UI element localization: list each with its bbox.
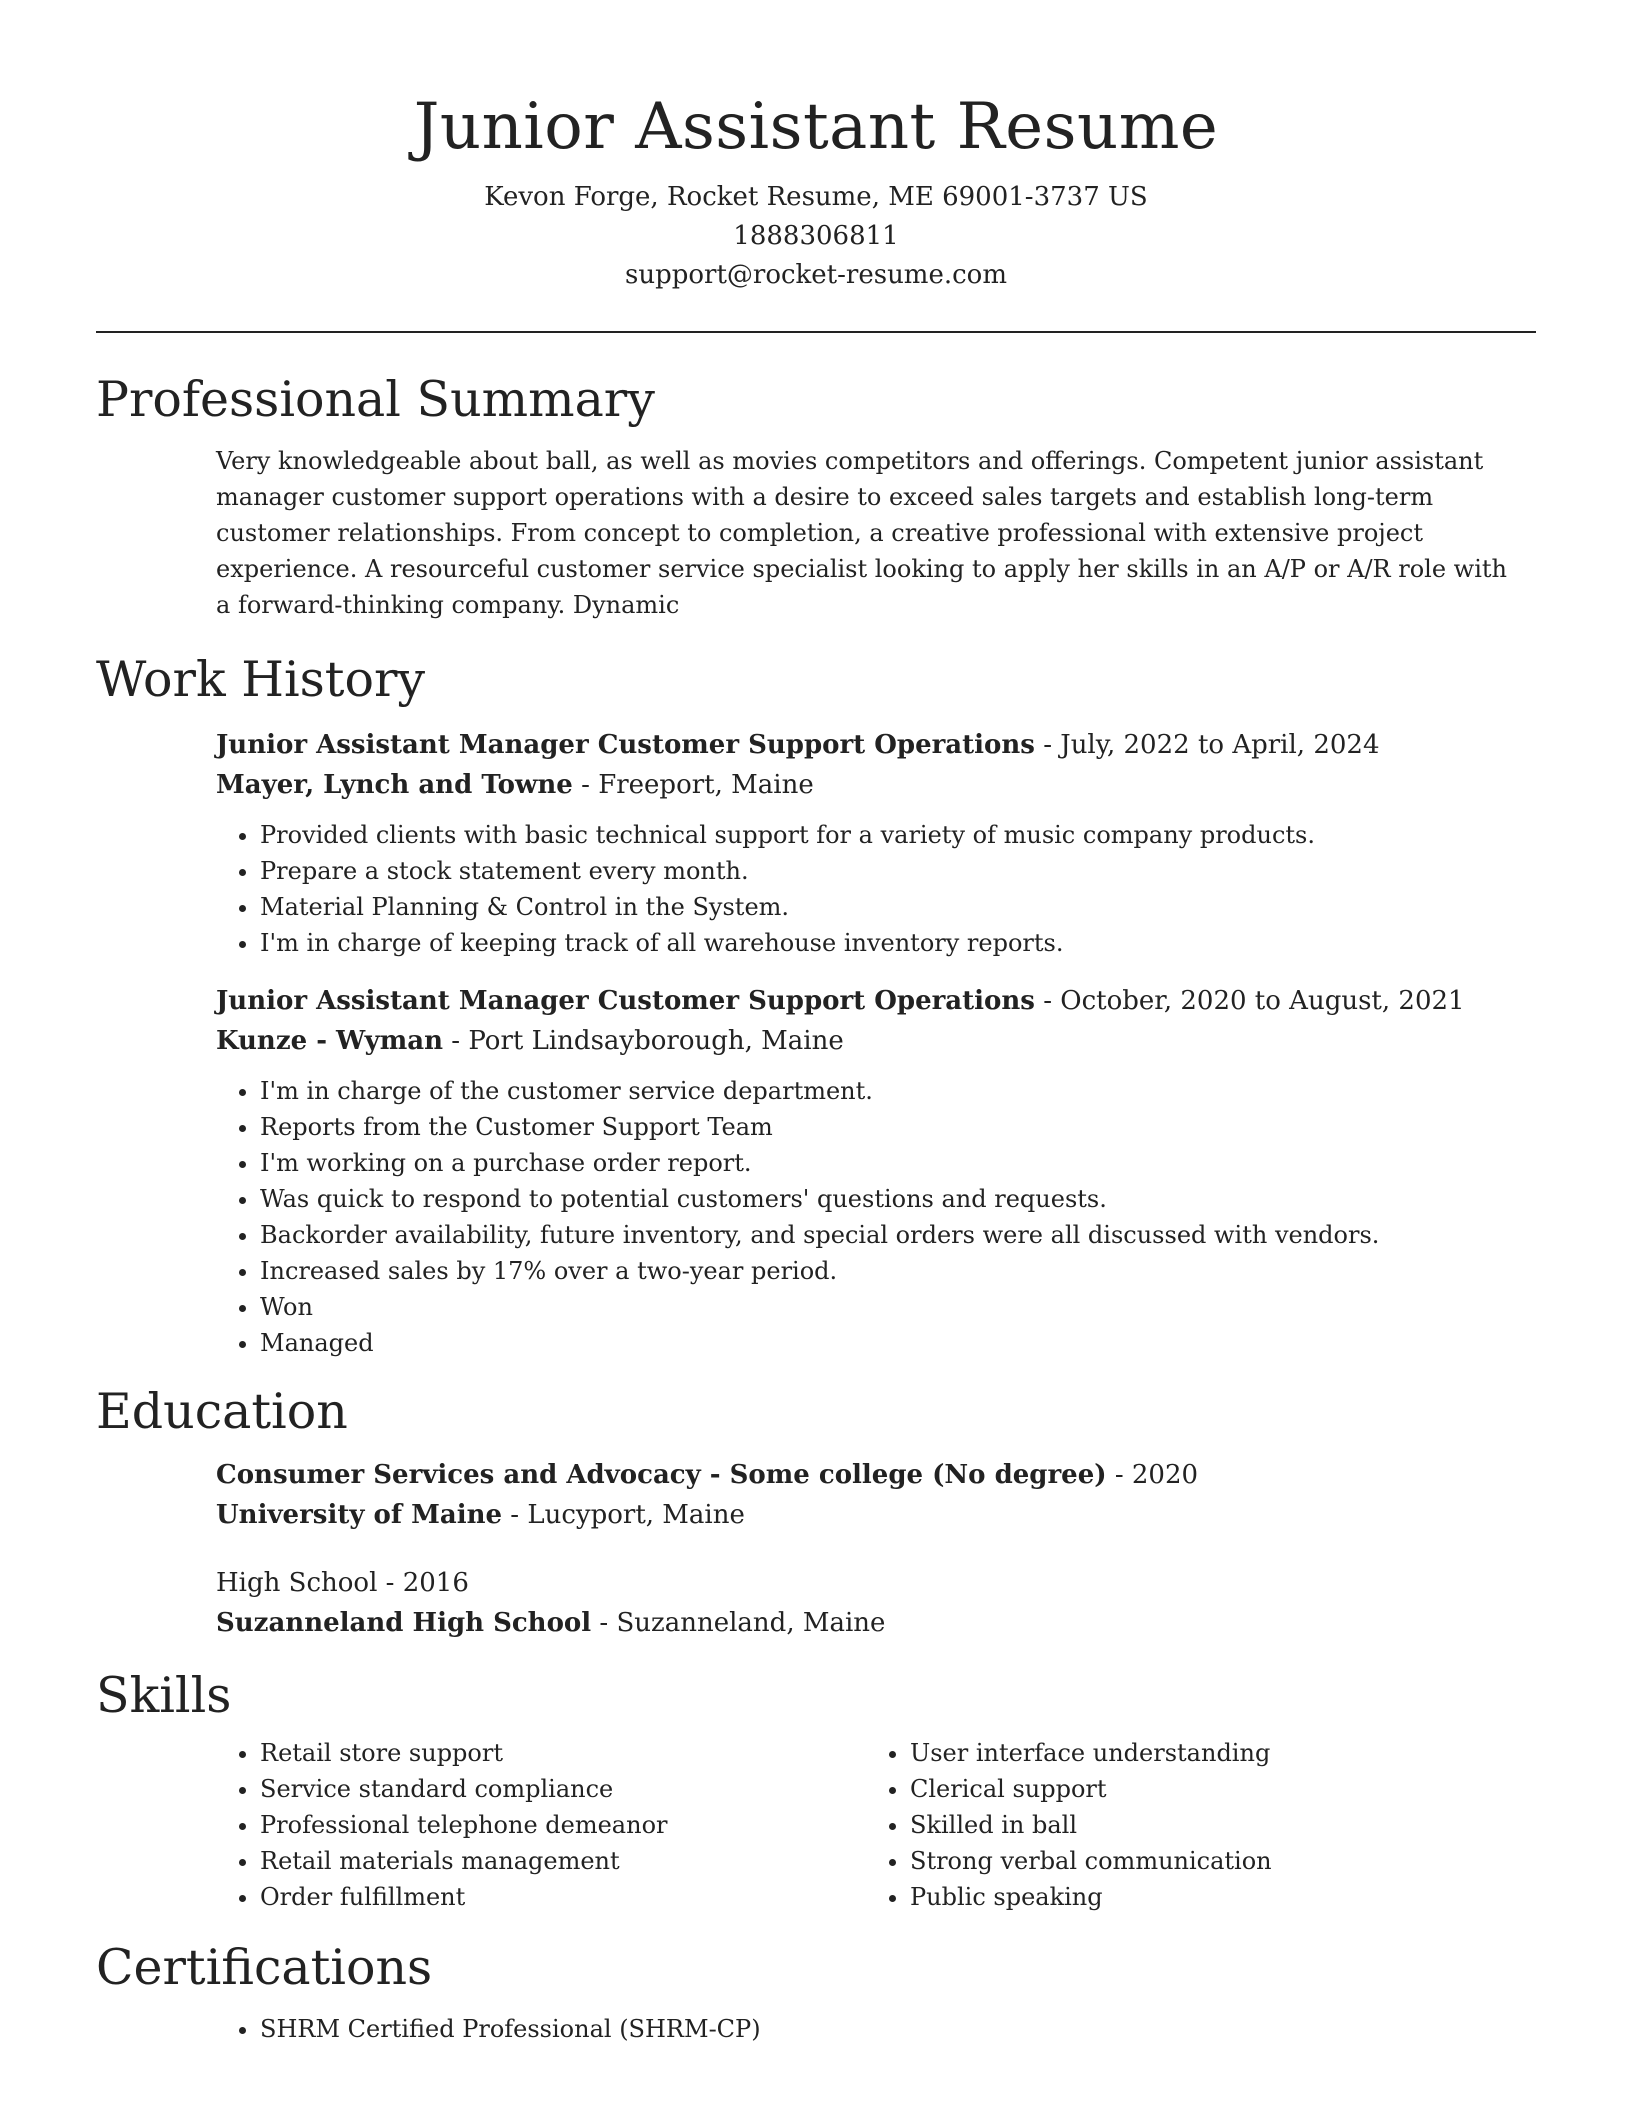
list-item: • Increased sales by 17% over a two-year period. <box>260 1253 1536 1289</box>
education-school: University of Maine <box>216 1500 503 1530</box>
skills-section <box>96 1665 1536 1915</box>
education-year: 2020 <box>1131 1460 1199 1490</box>
list-item: • I'm in charge of keeping track of all warehouse inventory reports. <box>260 925 1536 961</box>
job-location: Freeport, Maine <box>598 770 814 800</box>
contact-phone: 1888306811 <box>733 221 899 251</box>
list-item: • Backorder availability, future inventory, and special orders were all discussed with vendors. <box>260 1217 1536 1253</box>
skills-column-left <box>216 1727 866 1915</box>
separator: - <box>1034 730 1061 760</box>
job-location: Port Lindsayborough, Maine <box>468 1026 844 1056</box>
job-company: Mayer, Lynch and Towne <box>216 770 573 800</box>
job-dates: July, 2022 to April, 2024 <box>1060 730 1380 760</box>
education-year: 2016 <box>402 1568 469 1598</box>
job-entry <box>216 981 1536 1361</box>
list-item: • Reports from the Customer Support Team <box>260 1109 1536 1145</box>
education-location: Lucyport, Maine <box>527 1500 745 1530</box>
separator: - <box>572 770 599 800</box>
job-bullets <box>216 1073 1536 1361</box>
list-item: • Provided clients with basic technical support for a variety of music company products. <box>260 817 1536 853</box>
contact-email: support@rocket-resume.com <box>624 260 1007 290</box>
separator: - <box>502 1500 528 1530</box>
education-heading: Education <box>96 1383 348 1440</box>
resume-page <box>96 0 1536 2047</box>
list-item: • Skilled in ball <box>910 1807 1516 1843</box>
education-degree: Consumer Services and Advocacy - Some college (No degree) <box>216 1460 1107 1490</box>
certifications-heading: Certifications <box>96 1939 433 1996</box>
list-item: • I'm working on a purchase order report. <box>260 1145 1536 1181</box>
resume-header <box>96 0 1536 295</box>
education-degree: High School <box>216 1568 378 1598</box>
certifications-section <box>96 1937 1536 2047</box>
education-school-line <box>216 1603 1536 1643</box>
list-item: • Material Planning & Control in the System. <box>260 889 1536 925</box>
skills-list-right <box>866 1735 1516 1915</box>
education-school-line <box>216 1495 1536 1535</box>
job-company: Kunze - Wyman <box>216 1026 444 1056</box>
skills-list-left <box>216 1735 866 1915</box>
certifications-list-wrapper <box>216 2011 1536 2047</box>
separator: - <box>1034 986 1061 1016</box>
job-title: Junior Assistant Manager Customer Support Operations <box>216 730 1035 760</box>
job-company-line <box>216 1021 1536 1061</box>
summary-section <box>96 369 1536 623</box>
list-item: • Clerical support <box>910 1771 1516 1807</box>
list-item: • Professional telephone demeanor <box>260 1807 866 1843</box>
job-title-line <box>216 725 1536 765</box>
job-company-line <box>216 765 1536 805</box>
list-item: • Won <box>260 1289 1536 1325</box>
job-title-line <box>216 981 1536 1021</box>
skills-column-right <box>866 1727 1516 1915</box>
list-item: • Retail store support <box>260 1735 866 1771</box>
education-degree-line <box>216 1563 1536 1603</box>
list-item: • Retail materials management <box>260 1843 866 1879</box>
list-item: • I'm in charge of the customer service department. <box>260 1073 1536 1109</box>
education-degree-line <box>216 1455 1536 1495</box>
separator: - <box>443 1026 469 1056</box>
education-school: Suzanneland High School <box>216 1608 592 1638</box>
separator: - <box>591 1608 617 1638</box>
education-location: Suzanneland, Maine <box>616 1608 886 1638</box>
list-item: • Was quick to respond to potential customers' questions and requests. <box>260 1181 1536 1217</box>
education-entry <box>216 1563 1536 1643</box>
skills-grid <box>216 1727 1536 1915</box>
certifications-list <box>216 2011 1536 2047</box>
job-list <box>216 725 1536 1361</box>
list-item: • Service standard compliance <box>260 1771 866 1807</box>
job-bullets <box>216 817 1536 961</box>
separator: - <box>377 1568 403 1598</box>
list-item: • User interface understanding <box>910 1735 1516 1771</box>
list-item: • Strong verbal communication <box>910 1843 1516 1879</box>
list-item: • SHRM Certified Professional (SHRM-CP) <box>260 2011 1536 2047</box>
separator: - <box>1106 1460 1132 1490</box>
header-divider <box>96 331 1536 333</box>
job-title: Junior Assistant Manager Customer Support Operations <box>216 986 1035 1016</box>
contact-address: Kevon Forge, Rocket Resume, ME 69001-3737 US <box>484 182 1148 212</box>
list-item: • Prepare a stock statement every month. <box>260 853 1536 889</box>
education-section <box>96 1381 1536 1643</box>
summary-heading: Professional Summary <box>96 371 655 428</box>
list-item: • Public speaking <box>910 1879 1516 1915</box>
skills-heading: Skills <box>96 1667 232 1724</box>
work-history-section <box>96 649 1536 1361</box>
list-item: • Managed <box>260 1325 1536 1361</box>
list-item: • Order fulfillment <box>260 1879 866 1915</box>
education-entry <box>216 1455 1536 1535</box>
job-entry <box>216 725 1536 961</box>
job-dates: October, 2020 to August, 2021 <box>1060 986 1465 1016</box>
work-history-heading: Work History <box>96 651 426 708</box>
education-list <box>216 1455 1536 1643</box>
resume-title: Junior Assistant Resume <box>413 90 1219 164</box>
summary-text: Very knowledgeable about ball, as well as movies competitors and offerings. Competent junior assistant manager customer support operations with a desire to exceed sales targets and establish long-term customer relationships. From concept to completion, a creative professional with extensive project experience. A resourceful customer service specialist looking to apply her skills in an A/P or A/R role with a forward-thinking company. Dynamic <box>216 447 1507 619</box>
